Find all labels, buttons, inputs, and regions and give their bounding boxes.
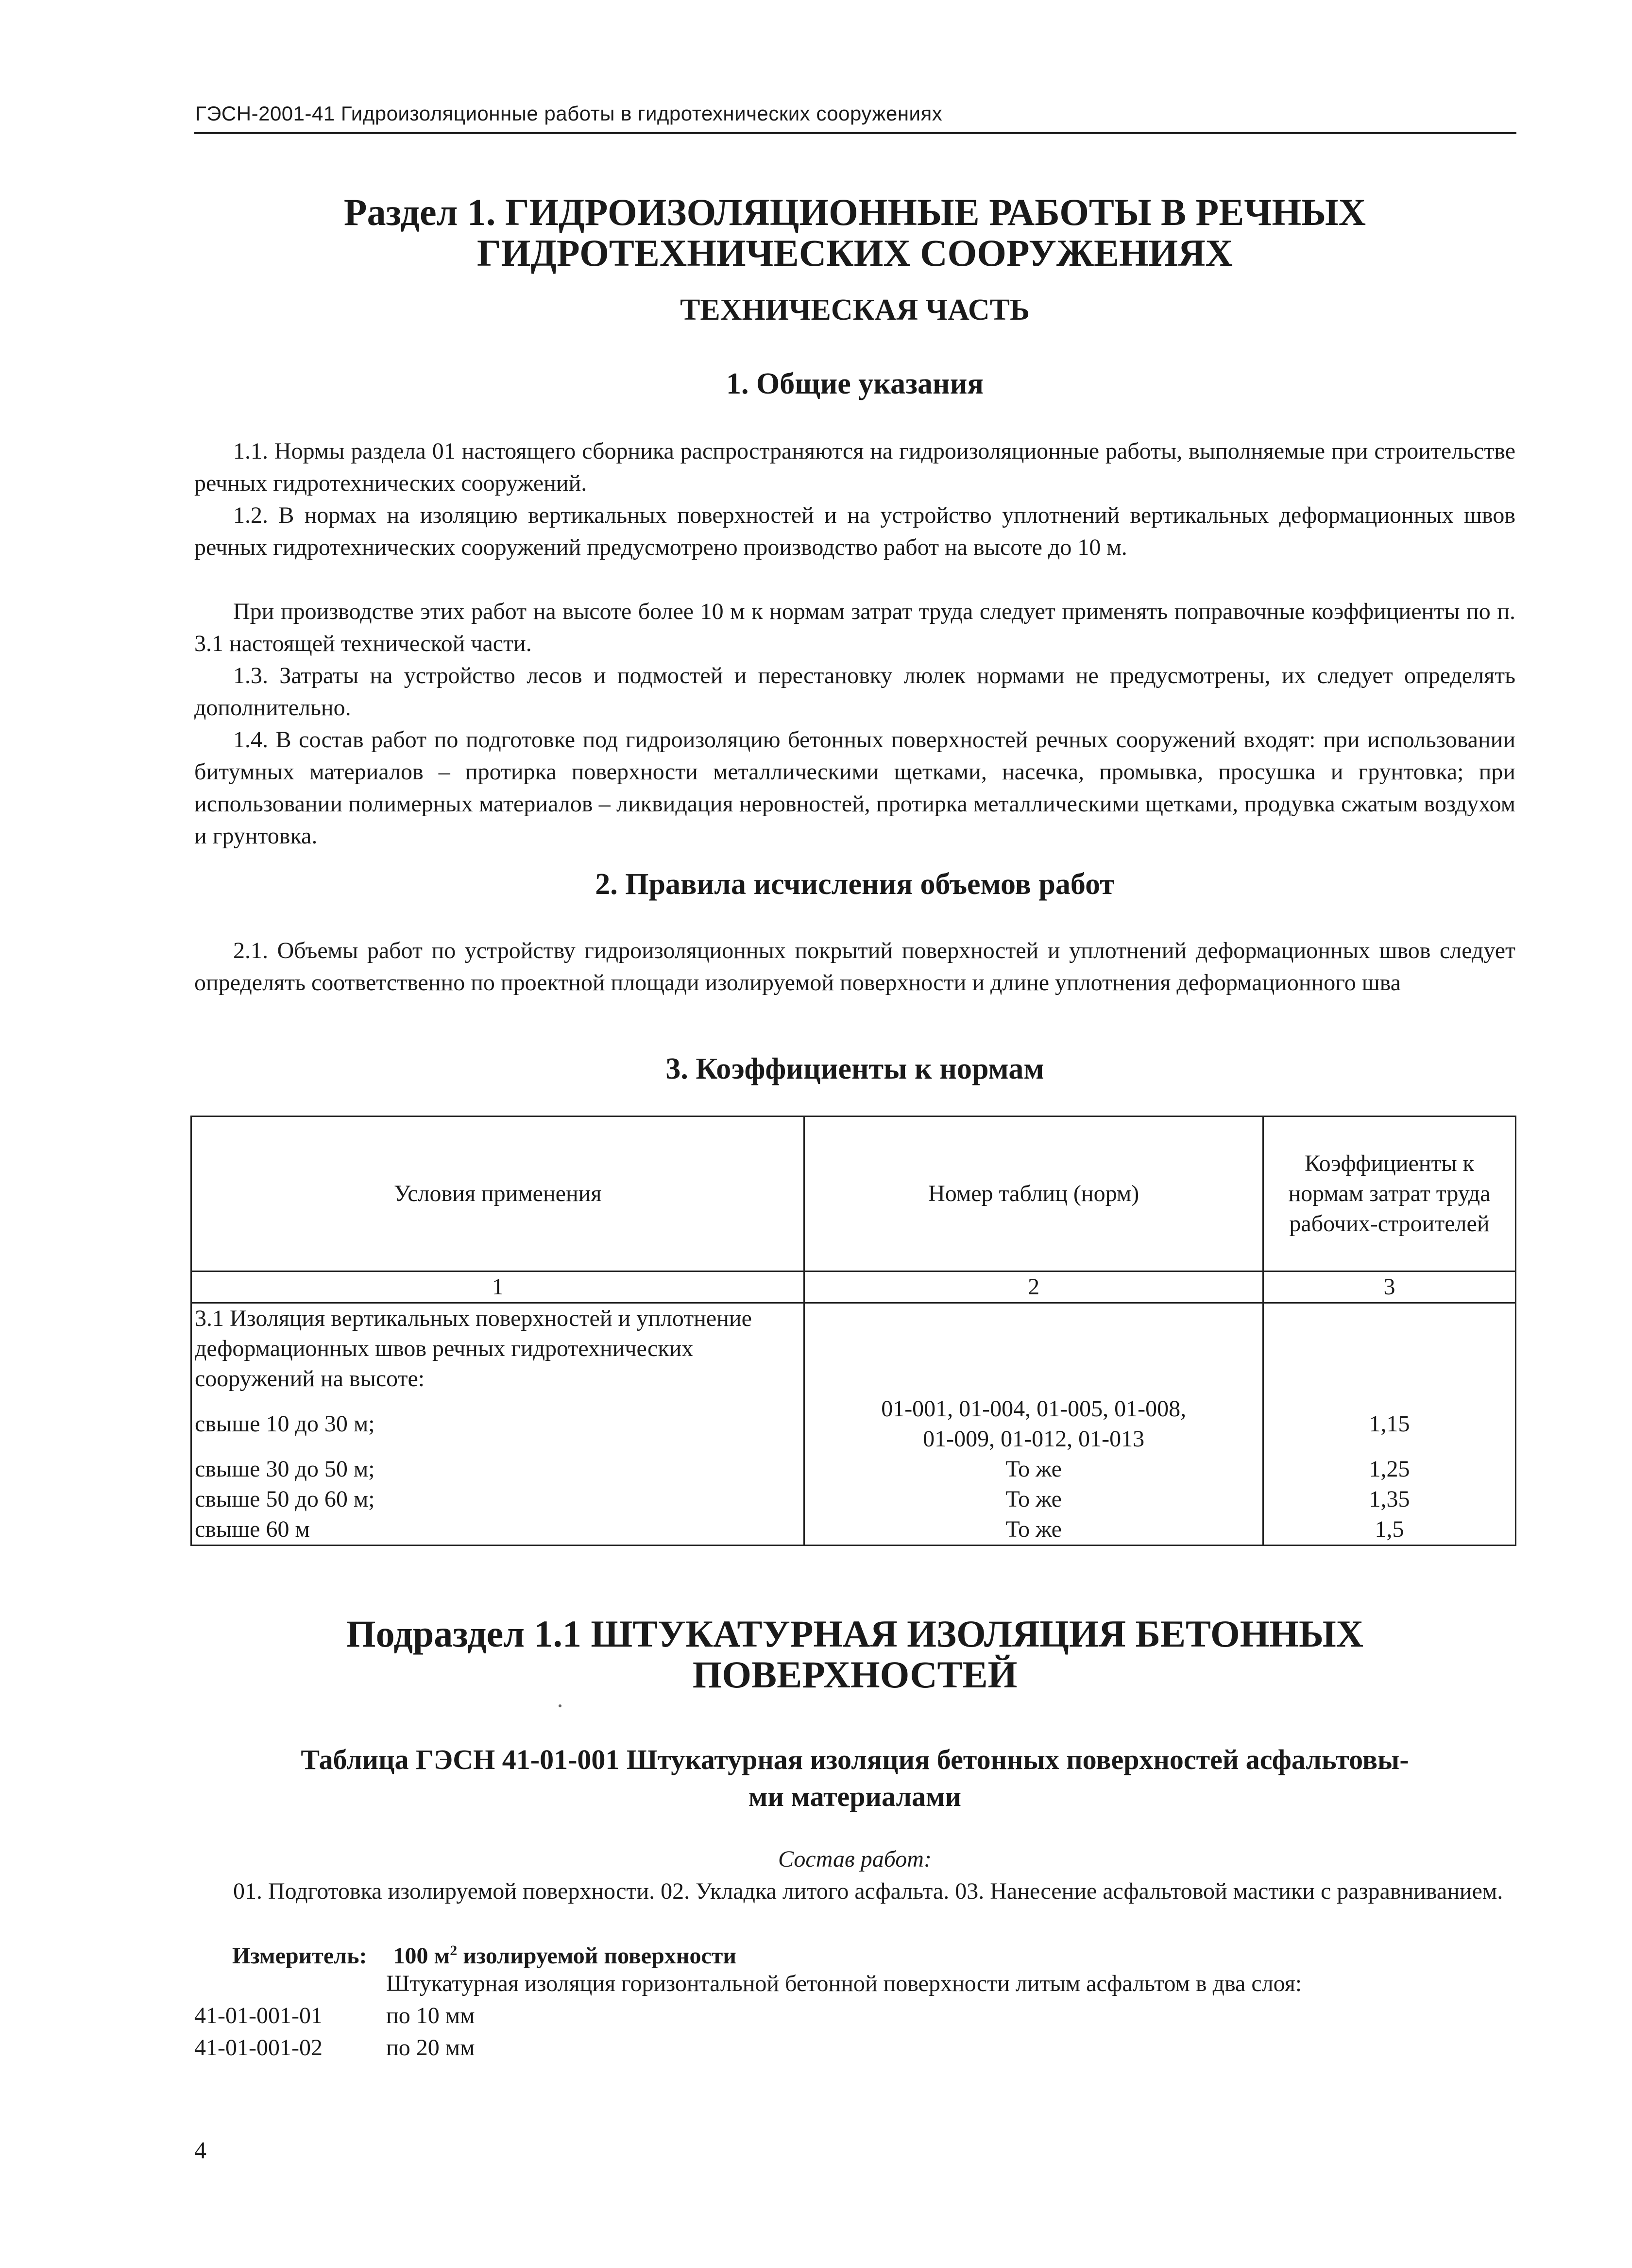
tables-cell: То же bbox=[804, 1514, 1263, 1546]
group-label: 3.1 Изоляция вертикальных поверхностей и уплотнение деформационных швов речных гидротехнических сооружений на высоте: bbox=[191, 1303, 804, 1394]
composition-title: Состав работ: bbox=[778, 1846, 932, 1872]
item-code: 41-01-001-01 bbox=[194, 2003, 323, 2028]
item-code: 41-01-001-02 bbox=[194, 2035, 323, 2061]
paragraph-1-2: 1.2. В нормах на изоляцию вертикальных поверхностей и на устройство уплотнений вертикальных деформационных швов речных гидротехнических сооружений предусмотрено производство работ на высоте до 10 м. bbox=[194, 502, 1515, 560]
header-table-numbers: Номер таблиц (норм) bbox=[804, 1117, 1263, 1271]
condition-cell: свыше 30 до 50 м; bbox=[191, 1454, 804, 1484]
tables-cell: То же bbox=[804, 1484, 1263, 1514]
items-description: Штукатурная изоляция горизонтальной бетонной поверхности литым асфальтом в два слоя: bbox=[386, 1971, 1302, 1996]
coefficient-cell: 1,35 bbox=[1263, 1484, 1515, 1514]
page-number: 4 bbox=[194, 2136, 206, 2164]
table-row bbox=[191, 1303, 1516, 1394]
table-row bbox=[191, 1484, 1516, 1514]
header-coefficients: Коэффициенты к нормам затрат труда рабочих-строителей bbox=[1263, 1117, 1515, 1271]
column-number: 1 bbox=[191, 1271, 804, 1303]
coefficient-cell: 1,15 bbox=[1263, 1394, 1515, 1454]
subsection-title-line-2: ПОВЕРХНОСТЕЙ bbox=[692, 1653, 1018, 1696]
meter-rest: изолируемой поверхности bbox=[457, 1943, 736, 1969]
coefficients-heading: 3. Коэффициенты к нормам bbox=[665, 1052, 1044, 1085]
meter-label: Измеритель: bbox=[232, 1943, 367, 1969]
coefficient-cell: 1,5 bbox=[1263, 1514, 1515, 1546]
column-number: 3 bbox=[1263, 1271, 1515, 1303]
running-header: ГЭСН-2001-41 Гидроизоляционные работы в гидротехнических сооружениях bbox=[195, 102, 943, 125]
section-title-line-2: ГИДРОТЕХНИЧЕСКИХ СООРУЖЕНИЯХ bbox=[477, 232, 1233, 274]
table-row bbox=[191, 1454, 1516, 1484]
item-name: по 10 мм bbox=[386, 2003, 475, 2028]
composition-text: 01. Подготовка изолируемой поверхности. 02. Укладка литого асфальта. 03. Нанесение асфальтовой мастики с разравниванием. bbox=[233, 1878, 1503, 1904]
column-number: 2 bbox=[804, 1271, 1263, 1303]
paragraph-1-2-continued: При производстве этих работ на высоте более 10 м к нормам затрат труда следует применять поправочные коэффициенты по п. 3.1 настоящей технической части. bbox=[194, 599, 1515, 656]
coefficients-table bbox=[190, 1116, 1516, 1546]
meter-line bbox=[232, 1935, 736, 1972]
condition-cell: свыше 50 до 60 м; bbox=[191, 1484, 804, 1514]
condition-cell: свыше 10 до 30 м; bbox=[191, 1394, 804, 1454]
table-row bbox=[191, 1394, 1516, 1454]
subsection-title-line-1: Подраздел 1.1 ШТУКАТУРНАЯ ИЗОЛЯЦИЯ БЕТОННЫХ bbox=[346, 1613, 1363, 1655]
coefficient-cell: 1,25 bbox=[1263, 1454, 1515, 1484]
meter-value: 100 м bbox=[393, 1943, 450, 1969]
condition-cell: свыше 60 м bbox=[191, 1514, 804, 1546]
column-number-row bbox=[191, 1271, 1516, 1303]
paragraph-1-4: 1.4. В состав работ по подготовке под гидроизоляцию бетонных поверхностей речных сооружений входят: при использовании битумных материалов – протирка поверхности металлическими щетками, насечка, промывка, просушка и грунтовка; при использовании полимерных материалов – ликвидация неровностей, протирка металлическими щетками, продувка сжатым воздухом и грунтовка. bbox=[194, 727, 1515, 849]
section-title-line-1: Раздел 1. ГИДРОИЗОЛЯЦИОННЫЕ РАБОТЫ В РЕЧНЫХ bbox=[343, 191, 1366, 233]
table-header-row bbox=[191, 1117, 1516, 1271]
header-rule bbox=[194, 132, 1516, 134]
rules-heading: 2. Правила исчисления объемов работ bbox=[595, 868, 1115, 901]
list-item bbox=[194, 2000, 475, 2032]
tables-cell: То же bbox=[804, 1454, 1263, 1484]
tables-cell bbox=[804, 1394, 1263, 1454]
tables-cell-line: 01-009, 01-012, 01-013 bbox=[923, 1426, 1145, 1452]
tables-cell-line: 01-001, 01-004, 01-005, 01-008, bbox=[881, 1396, 1187, 1422]
header-conditions: Условия применения bbox=[191, 1117, 804, 1271]
paragraph-1-1: 1.1. Нормы раздела 01 настоящего сборника распространяются на гидроизоляционные работы, выполняемые при строительстве речных гидротехнических сооружений. bbox=[194, 438, 1515, 496]
paragraph-2-1: 2.1. Объемы работ по устройству гидроизоляционных покрытий поверхностей и уплотнений деформационных швов следует определять соответственно по проектной площади изолируемой поверхности и длине уплотнения деформационного шва bbox=[194, 938, 1515, 996]
list-item bbox=[194, 2032, 475, 2064]
technical-part-title: ТЕХНИЧЕСКАЯ ЧАСТЬ bbox=[680, 293, 1030, 326]
general-heading: 1. Общие указания bbox=[726, 367, 984, 400]
table-row bbox=[191, 1514, 1516, 1546]
scan-dot bbox=[559, 1704, 561, 1707]
meter-unit-superscript: 2 bbox=[450, 1942, 458, 1959]
item-name: по 20 мм bbox=[386, 2035, 475, 2061]
table-title-line-1: Таблица ГЭСН 41-01-001 Штукатурная изоляция бетонных поверхностей асфальтовы- bbox=[301, 1744, 1409, 1775]
table-title-line-2: ми материалами bbox=[748, 1781, 961, 1812]
paragraph-1-3: 1.3. Затраты на устройство лесов и подмостей и перестановку люлек нормами не предусмотрены, их следует определять дополнительно. bbox=[194, 663, 1515, 721]
